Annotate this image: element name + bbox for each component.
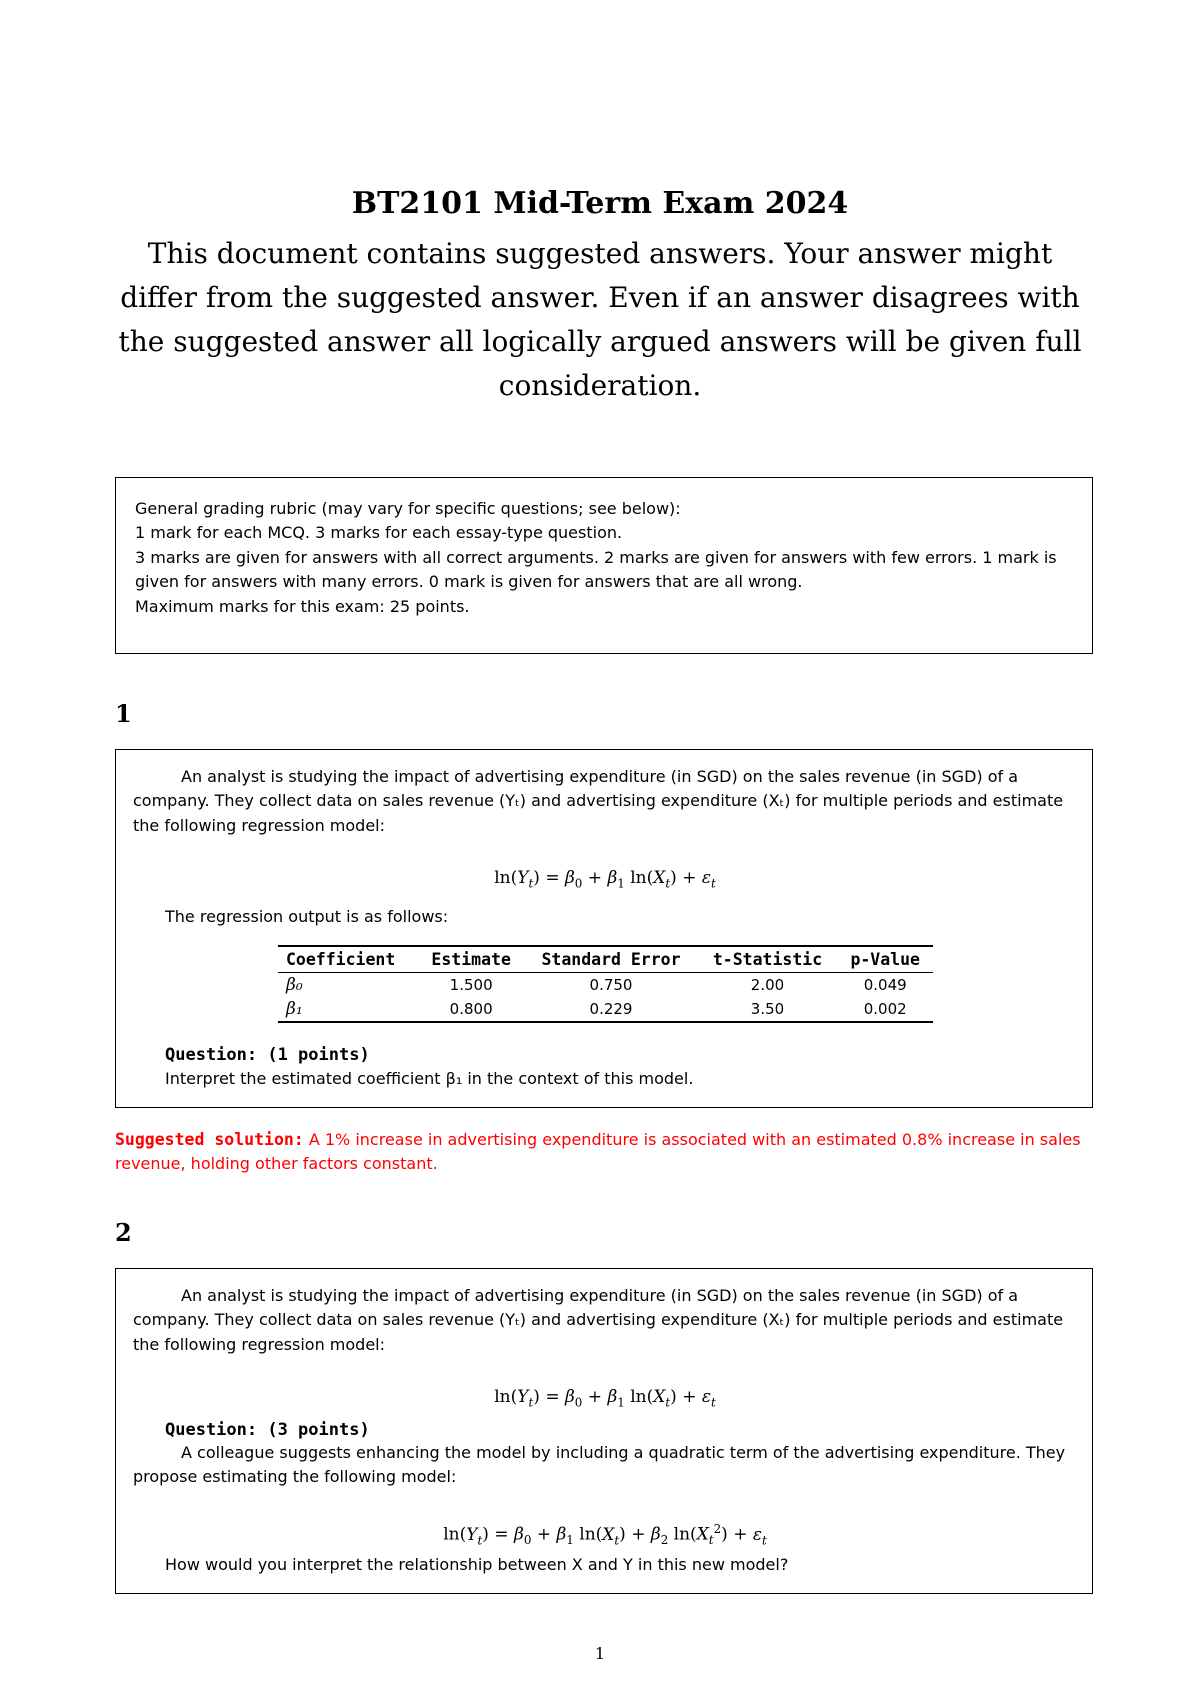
table-header-row [278,946,933,973]
rubric-line: Maximum marks for this exam: 25 points. [135,596,470,616]
column-header: Estimate [418,946,525,973]
column-header: p-Value [837,946,933,973]
solution-label: Suggested solution: [115,1130,304,1149]
q1-question-text: Interpret the estimated coefficient β₁ in the context of this model. [165,1069,694,1088]
grading-rubric-box [115,477,1093,654]
column-header: t-Statistic [698,946,838,973]
question-1-box [115,749,1093,1108]
table-cell: 1.500 [449,976,493,994]
section-number-1: 1 [115,699,132,728]
q2-model-equation: $\ln(Y_t) = \beta_0 + \beta_1$ $\ln(X_t) + \varepsilon_t$ [494,1387,716,1410]
table-row [278,997,933,1022]
q2-question-text: A colleague suggests enhancing the model by including a quadratic term of the advertising expenditure. They propose estimating the following model: [133,1443,1066,1487]
q1-question-label: Question: (1 points) [165,1045,370,1065]
table-row [278,973,933,998]
table-cell: 0.800 [418,997,525,1022]
page-title: BT2101 Mid-Term Exam 2024 [351,186,849,221]
table-cell: 0.750 [589,976,633,994]
rubric-line: 1 mark for each MCQ. 3 marks for each essay-type question. [135,523,623,543]
regression-output-table [278,945,933,1023]
table-cell: 0.049 [863,976,907,994]
q2-quadratic-equation: $\ln(Y_t) = \beta_0 + \beta_1$ $\ln(X_t) + \beta_2$ $\ln(X_t^2) + \varepsilon_t$ [443,1522,767,1548]
column-header: Standard Error [524,946,697,973]
column-header: Coefficient [278,946,418,973]
rubric-line: 3 marks are given for answers with all correct arguments. 2 marks are given for answers with few errors. 1 mark is given for answers with many errors. 0 mark is given for answers that are all wrong. [135,547,1057,592]
solution-text: A 1% increase in advertising expenditure is associated with an estimated 0.8% increase in sales revenue, holding other factors constant. [115,1130,1081,1174]
suggested-solution [115,1128,1093,1177]
question-2-box [115,1268,1093,1594]
q1-model-equation: $\ln(Y_t) = \beta_0 + \beta_1$ $\ln(X_t) + \varepsilon_t$ [494,868,716,891]
section-number-2: 2 [115,1218,132,1247]
q1-output-label: The regression output is as follows: [165,907,449,926]
q2-followup: How would you interpret the relationship between X and Y in this new model? [165,1555,789,1574]
table-cell: β₀ [286,975,303,995]
table-cell: 0.229 [524,997,697,1022]
page-number: 1 [594,1644,606,1663]
table-cell: 2.00 [750,976,785,994]
table-cell: 0.002 [837,997,933,1022]
q2-intro: An analyst is studying the impact of advertising expenditure (in SGD) on the sales revenue (in SGD) of a company. They collect data on sales revenue (Yₜ) and advertising expenditure (Xₜ) for multiple periods and estimate the following regression model: [133,1286,1064,1354]
q1-intro: An analyst is studying the impact of advertising expenditure (in SGD) on the sales revenue (in SGD) of a company. They collect data on sales revenue (Yₜ) and advertising expenditure (Xₜ) for multiple periods and estimate the following regression model: [133,767,1064,835]
table-cell: 3.50 [698,997,838,1022]
document-subtitle: This document contains suggested answers. Your answer might differ from the suggested answer. Even if an answer disagrees with the suggested answer all logically argued answers will be given full consideration. [118,237,1082,402]
rubric-text [135,497,1075,619]
rubric-line: General grading rubric (may vary for specific questions; see below): [135,499,681,518]
q2-question-label: Question: (3 points) [165,1420,370,1440]
table-cell: β₁ [278,997,418,1022]
